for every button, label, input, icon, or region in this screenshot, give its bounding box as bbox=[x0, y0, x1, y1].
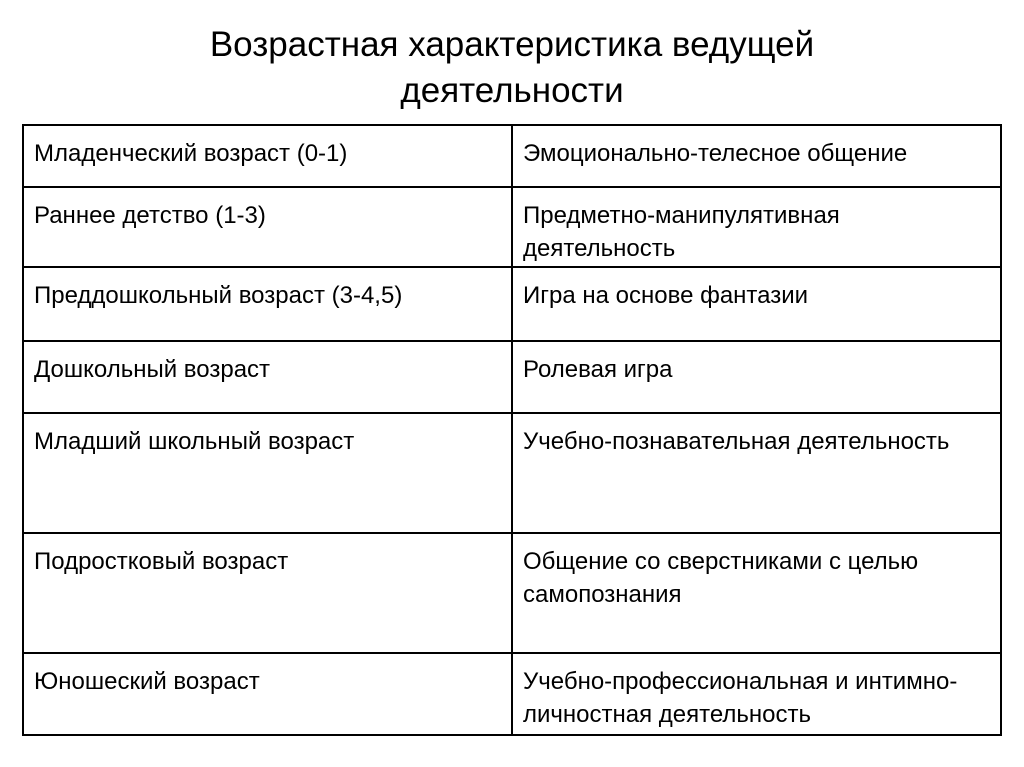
age-cell: Младенческий возраст (0-1) bbox=[23, 125, 512, 187]
table-row bbox=[23, 653, 1001, 735]
age-activity-table bbox=[22, 124, 1002, 736]
page-title bbox=[0, 22, 1024, 114]
age-cell: Преддошкольный возраст (3-4,5) bbox=[23, 267, 512, 341]
activity-cell: Ролевая игра bbox=[512, 341, 1001, 413]
activity-cell: Эмоционально-телесное общение bbox=[512, 125, 1001, 187]
age-cell: Раннее детство (1-3) bbox=[23, 187, 512, 267]
table-row bbox=[23, 341, 1001, 413]
activity-cell: Игра на основе фантазии bbox=[512, 267, 1001, 341]
activity-cell: Предметно-манипулятивная деятельность bbox=[512, 187, 1001, 267]
age-cell: Подростковый возраст bbox=[23, 533, 512, 653]
table-row bbox=[23, 187, 1001, 267]
activity-cell: Общение со сверстниками с целью самопознания bbox=[512, 533, 1001, 653]
table-row bbox=[23, 533, 1001, 653]
page-title-line-2: деятельности bbox=[400, 71, 624, 110]
table-row bbox=[23, 413, 1001, 533]
activity-cell: Учебно-познавательная деятельность bbox=[512, 413, 1001, 533]
page-title-line-1: Возрастная характеристика ведущей bbox=[209, 25, 815, 64]
age-cell: Младший школьный возраст bbox=[23, 413, 512, 533]
age-cell: Юношеский возраст bbox=[23, 653, 512, 735]
age-cell: Дошкольный возраст bbox=[23, 341, 512, 413]
table-row bbox=[23, 125, 1001, 187]
table-row bbox=[23, 267, 1001, 341]
activity-cell: Учебно-профессиональная и интимно-личностная деятельность bbox=[512, 653, 1001, 735]
